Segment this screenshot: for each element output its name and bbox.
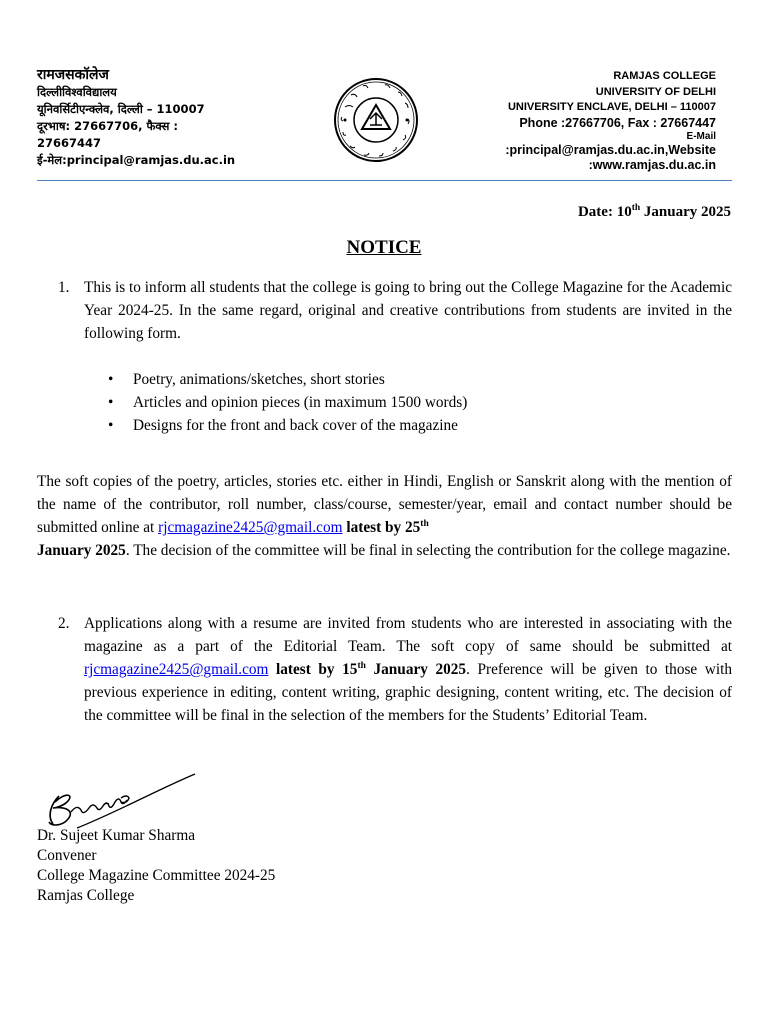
item-2-number: 2. xyxy=(58,615,70,632)
address-hindi: यूनिवर्सिटीएन्क्लेव, दिल्ली – 110007 xyxy=(37,102,205,116)
email-link[interactable]: rjcmagazine2425@gmail.com xyxy=(84,661,269,678)
address-english: UNIVERSITY ENCLAVE, DELHI – 110007 xyxy=(507,101,716,113)
university-name-english: UNIVERSITY OF DELHI xyxy=(595,85,716,98)
list-item: • Designs for the front and back cover of the magazine xyxy=(108,414,728,437)
bullet-icon: • xyxy=(108,417,114,434)
header-divider xyxy=(37,180,732,181)
contribution-list xyxy=(108,368,728,437)
list-item: • Articles and opinion pieces (in maximum 1500 words) xyxy=(108,391,728,414)
university-name-hindi: दिल्लीविश्वविद्यालय xyxy=(37,85,117,99)
college-seal-logo xyxy=(333,77,419,163)
college-header-english xyxy=(456,69,716,173)
fax-number-hindi: 27667447 xyxy=(37,136,102,150)
item-1-number: 1. xyxy=(58,279,70,296)
bullet-icon: • xyxy=(108,394,114,411)
signatory-college: Ramjas College xyxy=(37,887,135,904)
email-label-english: E-Mail xyxy=(686,130,716,142)
college-header-hindi xyxy=(37,66,297,169)
signatory-name: Dr. Sujeet Kumar Sharma xyxy=(37,827,196,844)
website-english: :www.ramjas.du.ac.in xyxy=(588,157,716,172)
email-website-english: :principal@ramjas.du.ac.in,Website xyxy=(505,142,716,157)
item-1-text: This is to inform all students that the college is going to bring out the College Magazine for the Academic Year 2024-25. In the same regard, original and creative contributions from students are invited in the following form. xyxy=(84,279,732,342)
email-hindi: ई-मेल:principal@ramjas.du.ac.in xyxy=(37,153,236,167)
list-item: • Poetry, animations/sketches, short stories xyxy=(108,368,728,391)
handwritten-signature xyxy=(37,768,207,830)
signatory-role: Convener xyxy=(37,847,97,864)
bullet-icon: • xyxy=(108,371,114,388)
notice-title: NOTICE xyxy=(346,237,422,258)
phone-fax-hindi: दूरभाष: 27667706, फैक्स : xyxy=(37,119,178,133)
phone-fax-english: Phone :27667706, Fax : 27667447 xyxy=(519,115,716,130)
item-2-text: Applications along with a resume are invited from students who are interested in associating with the magazine as a part of the Editorial Team. The soft copy of same should be submitted at rjcmagazine2425@gmail.com latest by 15th January 2025. Preference will be given to those with previous experience in editing, content writing, graphic designing, content writing, etc. The decision of the committee will be final in the selection of the members for the Students’ Editorial Team. xyxy=(84,615,732,724)
submission-paragraph: The soft copies of the poetry, articles, stories etc. either in Hindi, English or Sanskrit along with the mention of the name of the contributor, roll number, class/course, semester/year, email and contact number should be submitted online at rjcmagazine2425@gmail.com latest by 25th January 2025. The decision of the committee will be final in selecting the contribution for the college magazine. xyxy=(37,473,732,559)
signatory-committee: College Magazine Committee 2024-25 xyxy=(37,867,276,884)
signatory-block xyxy=(37,826,275,906)
college-name-hindi: रामजसकॉलेज xyxy=(37,67,109,83)
college-name-english: RAMJAS COLLEGE xyxy=(613,70,716,82)
notice-date: Date: 10th January 2025 xyxy=(577,203,731,220)
email-link[interactable]: rjcmagazine2425@gmail.com xyxy=(158,519,343,536)
